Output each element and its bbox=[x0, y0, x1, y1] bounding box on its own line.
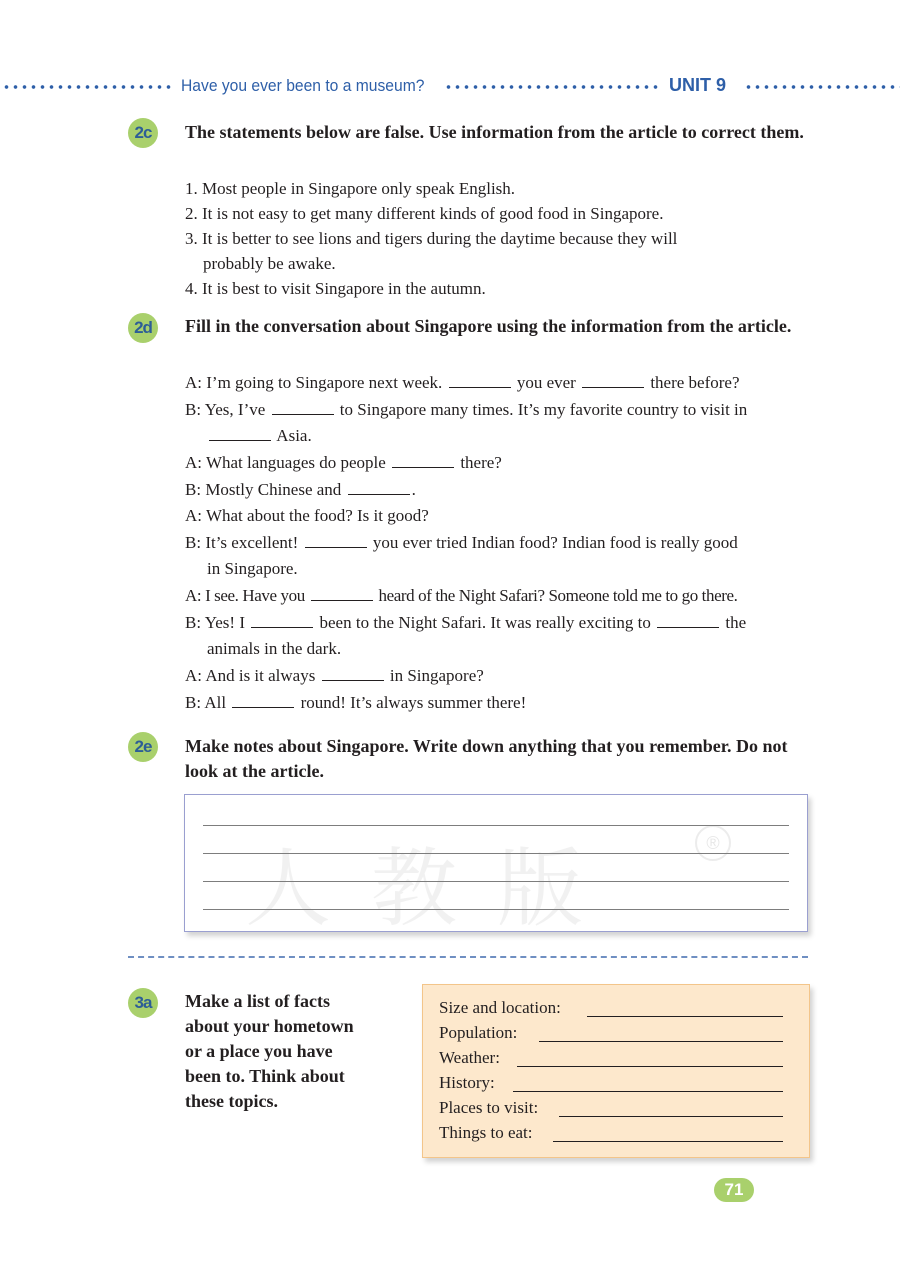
dialogue-text: you ever bbox=[512, 373, 581, 392]
answer-blank[interactable] bbox=[311, 584, 373, 601]
statement-2: 2. It is not easy to get many different kinds of good food in Singapore. bbox=[185, 204, 664, 223]
unit-label: UNIT 9 bbox=[669, 75, 727, 95]
facts-box bbox=[422, 984, 810, 1158]
speaker-label: B: bbox=[185, 693, 202, 712]
topic-label-food: Things to eat: bbox=[439, 1123, 533, 1142]
dialogue-line bbox=[185, 397, 747, 422]
topic-answer-line[interactable] bbox=[553, 1141, 783, 1142]
answer-blank[interactable] bbox=[322, 664, 384, 681]
dialogue-line bbox=[207, 636, 341, 661]
dialogue-line bbox=[185, 370, 740, 395]
section-badge-2c: 2c bbox=[128, 118, 158, 148]
topic-answer-line[interactable] bbox=[587, 1016, 783, 1017]
dialogue-line bbox=[185, 450, 502, 475]
speaker-label: B: bbox=[185, 480, 202, 499]
speaker-label: B: bbox=[185, 533, 202, 552]
answer-blank[interactable] bbox=[392, 451, 454, 468]
page-number: 71 bbox=[714, 1178, 754, 1202]
instruction-3a bbox=[185, 989, 405, 1114]
dialogue-line bbox=[185, 663, 484, 688]
header-dots-middle bbox=[444, 84, 660, 90]
topic-answer-line[interactable] bbox=[559, 1116, 783, 1117]
topic-label-places: Places to visit: bbox=[439, 1098, 539, 1117]
dialogue-text: there? bbox=[456, 453, 502, 472]
dialogue-line bbox=[185, 690, 526, 715]
writing-line bbox=[203, 881, 789, 882]
speaker-label: A: bbox=[185, 666, 202, 685]
dialogue-line bbox=[185, 477, 416, 502]
dialogue-text: the bbox=[721, 613, 747, 632]
publisher-watermark: 人教版 bbox=[245, 841, 623, 937]
topic-answer-line[interactable] bbox=[517, 1066, 783, 1067]
dialogue-text: there before? bbox=[646, 373, 740, 392]
speaker-label: B: bbox=[185, 400, 202, 419]
dialogue-text: heard of the Night Safari? Someone told me to go there. bbox=[374, 586, 738, 605]
speaker-label: A: bbox=[185, 373, 202, 392]
statement-1: 1. Most people in Singapore only speak English. bbox=[185, 179, 516, 198]
dialogue-text: . bbox=[411, 480, 416, 499]
topic-label-population: Population: bbox=[439, 1023, 518, 1042]
dialogue-text: Yes, I’ve bbox=[204, 400, 270, 419]
instruction-line: Make a list of facts bbox=[185, 991, 330, 1011]
instruction-line: about your hometown bbox=[185, 1016, 354, 1036]
header-title: Have you ever been to a museum? bbox=[181, 76, 425, 95]
speaker-label: A: bbox=[185, 506, 202, 525]
dialogue-line bbox=[207, 423, 312, 448]
statement-3: 3. It is better to see lions and tigers during the daytime because they will bbox=[185, 229, 678, 248]
section-badge-2d: 2d bbox=[128, 313, 158, 343]
dialogue-text: It’s excellent! bbox=[205, 533, 303, 552]
dialogue-text: All bbox=[204, 693, 231, 712]
instruction-2e: Make notes about Singapore. Write down anything that you remember. Do not look at the article. bbox=[185, 736, 788, 781]
answer-blank[interactable] bbox=[251, 611, 313, 628]
dialogue-text: And is it always bbox=[205, 666, 320, 685]
running-header bbox=[0, 74, 904, 100]
statement-3-cont: probably be awake. bbox=[203, 254, 336, 273]
instruction-line: or a place you have bbox=[185, 1041, 333, 1061]
registered-mark-icon: ® bbox=[695, 825, 731, 861]
speaker-label: B: bbox=[185, 613, 202, 632]
topic-answer-line[interactable] bbox=[513, 1091, 783, 1092]
answer-blank[interactable] bbox=[209, 424, 271, 441]
writing-line bbox=[203, 909, 789, 910]
dialogue-text: in Singapore? bbox=[385, 666, 484, 685]
topic-label-weather: Weather: bbox=[439, 1048, 500, 1067]
writing-line bbox=[203, 825, 789, 826]
dialogue-line bbox=[185, 610, 746, 635]
dialogue-text: been to the Night Safari. It was really exciting to bbox=[315, 613, 656, 632]
dialogue-text: What about the food? Is it good? bbox=[205, 506, 429, 525]
section-badge-2e: 2e bbox=[128, 732, 158, 762]
topic-label-history: History: bbox=[439, 1073, 495, 1092]
speaker-label: A: bbox=[185, 453, 202, 472]
dialogue-line bbox=[185, 583, 737, 608]
dialogue-text: in Singapore. bbox=[207, 559, 298, 578]
dialogue-text: animals in the dark. bbox=[207, 639, 342, 658]
section-divider bbox=[128, 956, 808, 958]
notes-writing-box[interactable] bbox=[184, 794, 808, 937]
answer-blank[interactable] bbox=[582, 371, 644, 388]
topic-answer-line[interactable] bbox=[539, 1041, 783, 1042]
answer-blank[interactable] bbox=[348, 478, 410, 495]
dialogue-text: to Singapore many times. It’s my favorite country to visit in bbox=[335, 400, 748, 419]
answer-blank[interactable] bbox=[657, 611, 719, 628]
topic-label-size: Size and location: bbox=[439, 998, 561, 1017]
instruction-line: these topics. bbox=[185, 1091, 278, 1111]
dialogue-text: I see. Have you bbox=[205, 586, 309, 605]
writing-line bbox=[203, 853, 789, 854]
dialogue-text: round! It’s always summer there! bbox=[296, 693, 527, 712]
dialogue-text: Mostly Chinese and bbox=[205, 480, 346, 499]
section-badge-3a: 3a bbox=[128, 988, 158, 1018]
answer-blank[interactable] bbox=[305, 531, 367, 548]
dialogue-text: What languages do people bbox=[205, 453, 391, 472]
instruction-line: been to. Think about bbox=[185, 1066, 345, 1086]
speaker-label: A: bbox=[185, 586, 202, 605]
statement-4: 4. It is best to visit Singapore in the autumn. bbox=[185, 279, 486, 298]
header-dots-right bbox=[744, 84, 900, 90]
dialogue-text: you ever tried Indian food? Indian food is really good bbox=[368, 533, 738, 552]
dialogue-line bbox=[207, 556, 298, 581]
answer-blank[interactable] bbox=[272, 398, 334, 415]
dialogue-line bbox=[185, 503, 429, 528]
instruction-2d: Fill in the conversation about Singapore using the information from the article. bbox=[185, 316, 792, 336]
answer-blank[interactable] bbox=[449, 371, 511, 388]
dialogue-text: I’m going to Singapore next week. bbox=[206, 373, 447, 392]
dialogue-text: Asia. bbox=[273, 426, 312, 445]
dialogue-line bbox=[185, 530, 738, 555]
dialogue-text: Yes! I bbox=[204, 613, 250, 632]
header-dots-left bbox=[2, 84, 174, 90]
instruction-2c: The statements below are false. Use information from the article to correct them. bbox=[185, 122, 804, 142]
answer-blank[interactable] bbox=[232, 691, 294, 708]
